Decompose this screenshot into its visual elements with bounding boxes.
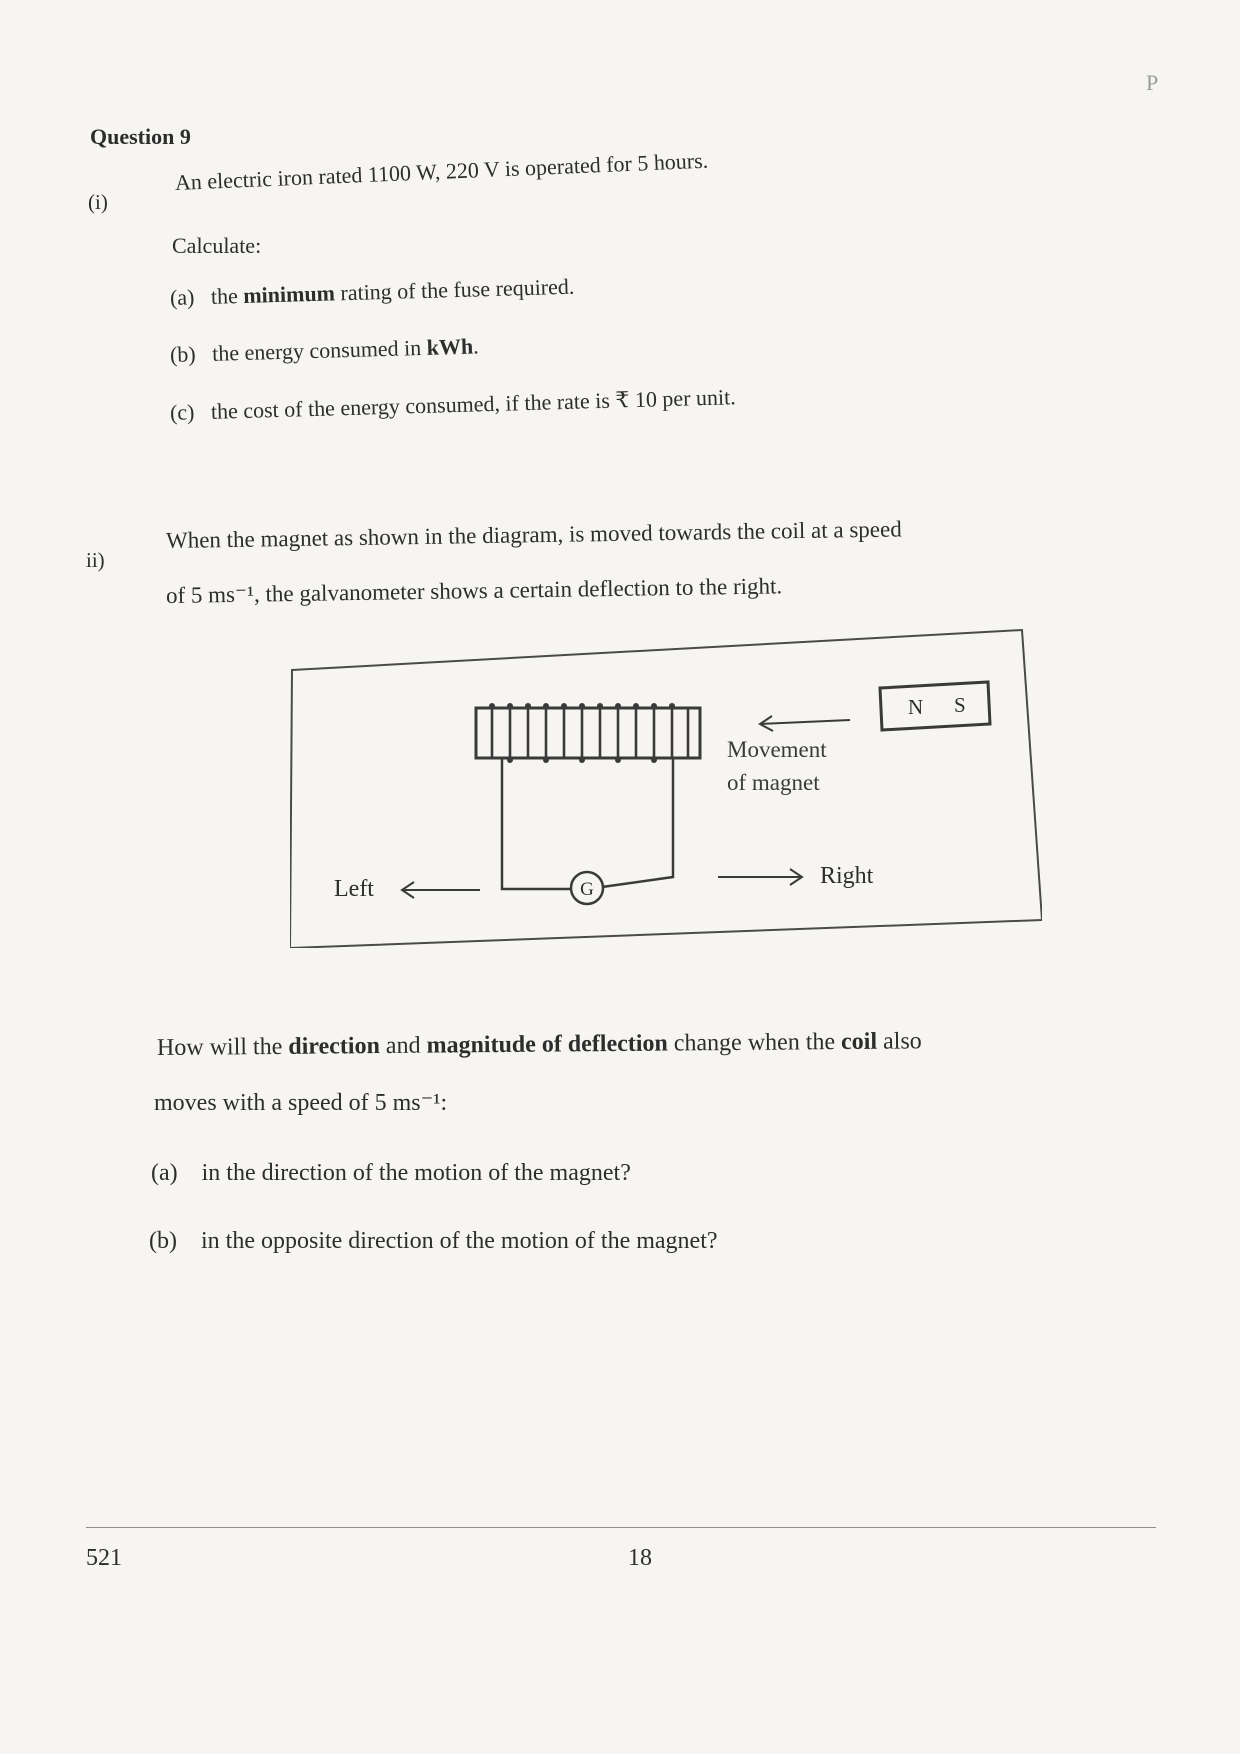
part-ii-item-b (149, 1228, 718, 1255)
item-post: rating of the fuse required. (340, 273, 575, 306)
item-label: (a) (151, 1160, 178, 1186)
part-ii-line1: When the magnet as shown in the diagram, is moved towards the coil at a speed (165, 516, 902, 553)
footer-rule (86, 1527, 1156, 1528)
movement-arrow-icon (760, 720, 850, 724)
q-bold-direction: direction (288, 1033, 380, 1060)
q-mid1: and (385, 1032, 421, 1060)
item-label: (b) (169, 341, 196, 367)
left-label: Left (334, 876, 374, 902)
diagram-frame (290, 630, 1042, 948)
item-text: the cost of the energy consumed, if the rate is ₹ 10 per unit. (210, 384, 736, 424)
item-bold: kWh (426, 333, 474, 360)
calculate-label: Calculate: (172, 233, 262, 258)
item-label: (c) (169, 399, 195, 425)
q-post: also (882, 1028, 922, 1055)
item-bold: minimum (242, 280, 336, 308)
item-text: in the opposite direction of the motion of the magnet? (200, 1228, 718, 1254)
part-ii-item-a (151, 1160, 631, 1187)
question-title: Question 9 (90, 124, 191, 149)
part-ii-line2: of 5 ms⁻¹, the galvanometer shows a certain deflection to the right. (165, 573, 783, 608)
q-bold-coil: coil (840, 1028, 878, 1056)
circuit-wire-right (602, 758, 673, 887)
item-post: . (472, 333, 480, 359)
bar-magnet (880, 682, 990, 730)
movement-label-line2: of magnet (727, 770, 820, 795)
coil-magnet-diagram (290, 628, 1042, 948)
galvanometer-label: G (580, 879, 594, 900)
part-i-item-a (170, 274, 575, 311)
magnet-north-label: N (908, 695, 924, 719)
magnet-south-label: S (954, 693, 966, 717)
deflection-question-line2: moves with a speed of 5 ms⁻¹: (154, 1090, 448, 1116)
q-pre: How will the (156, 1033, 283, 1061)
item-label: (a) (169, 284, 195, 310)
part-i-item-b (170, 333, 479, 368)
item-label: (b) (149, 1228, 177, 1254)
part-i-label: (i) (88, 190, 108, 214)
item-pre: the energy consumed in (211, 334, 422, 366)
movement-label-line1: Movement (727, 737, 827, 762)
q-bold-magnitude: magnitude of deflection (426, 1030, 668, 1059)
part-ii-label: ii) (86, 548, 105, 572)
item-pre: the (210, 283, 239, 309)
page-number: 18 (628, 1545, 652, 1571)
part-i-text: An electric iron rated 1100 W, 220 V is operated for 5 hours. (174, 147, 709, 195)
part-i-item-c (170, 384, 736, 426)
paper-code: 521 (86, 1545, 122, 1571)
coil-windings (492, 708, 688, 758)
q-mid2: change when the (673, 1029, 836, 1057)
corner-mark: P (1146, 70, 1159, 95)
right-label: Right (820, 863, 874, 889)
deflection-question-line1 (157, 1028, 922, 1062)
item-text: in the direction of the motion of the magnet? (201, 1160, 631, 1186)
circuit-wire-left (502, 758, 572, 889)
